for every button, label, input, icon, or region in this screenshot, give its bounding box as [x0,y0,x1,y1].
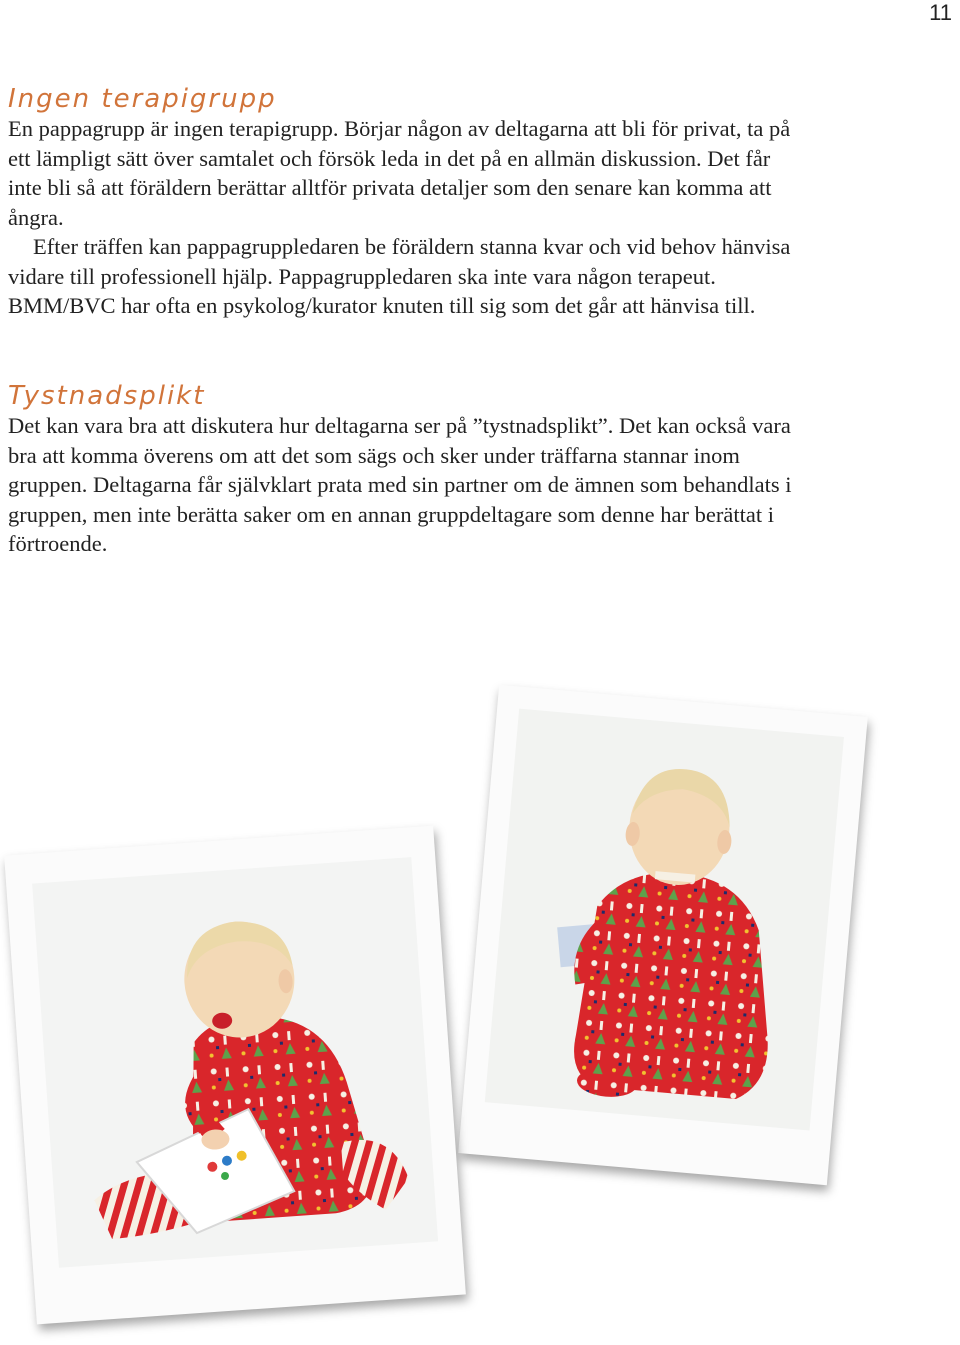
photo-baby-from-behind [485,709,844,1131]
baby-from-behind-illustration [485,709,844,1131]
section-tystnadsplikt [8,381,808,559]
paragraph: Det kan vara bra att diskutera hur deltagarna ser på ”tystnadsplikt”. Det kan också vara bra att komma överens om att det som sägs och sker under träffarna stannar inom gruppen. Deltagarna får självklart prata med sin partner om de ämnen som behandlats i gruppen, men inte berätta saker om en annan gruppdeltagare som denne har berättat i förtroende. [8,413,792,556]
section-heading: Ingen terapigrupp [8,84,277,114]
section-heading: Tystnadsplikt [8,381,206,411]
photo-baby-reading-book [32,857,438,1268]
paragraph: Efter träffen kan pappagruppledaren be föräldern stanna kvar och vid behov hänvisa vidare till professionell hjälp. Pappagruppledaren ska inte vara någon terapeut. BMM/BVC har ofta en psykolog/kurator knuten till sig som det går att hänvisa till. [8,234,791,318]
baby-reading-illustration [32,857,438,1268]
section-ingen-terapigrupp [8,84,808,321]
page-number: 11 [929,0,952,25]
paragraph: En pappagrupp är ingen terapigrupp. Börjar någon av deltagarna att bli för privat, ta på ett lämpligt sätt över samtalet och försök leda in det på en allmän diskussion. Det får inte bli så att föräldern berättar alltför privata detaljer som den senare kan komma att ångra. [8,116,791,230]
photo-frame-left [4,826,466,1325]
photo-frame-right [458,685,868,1185]
